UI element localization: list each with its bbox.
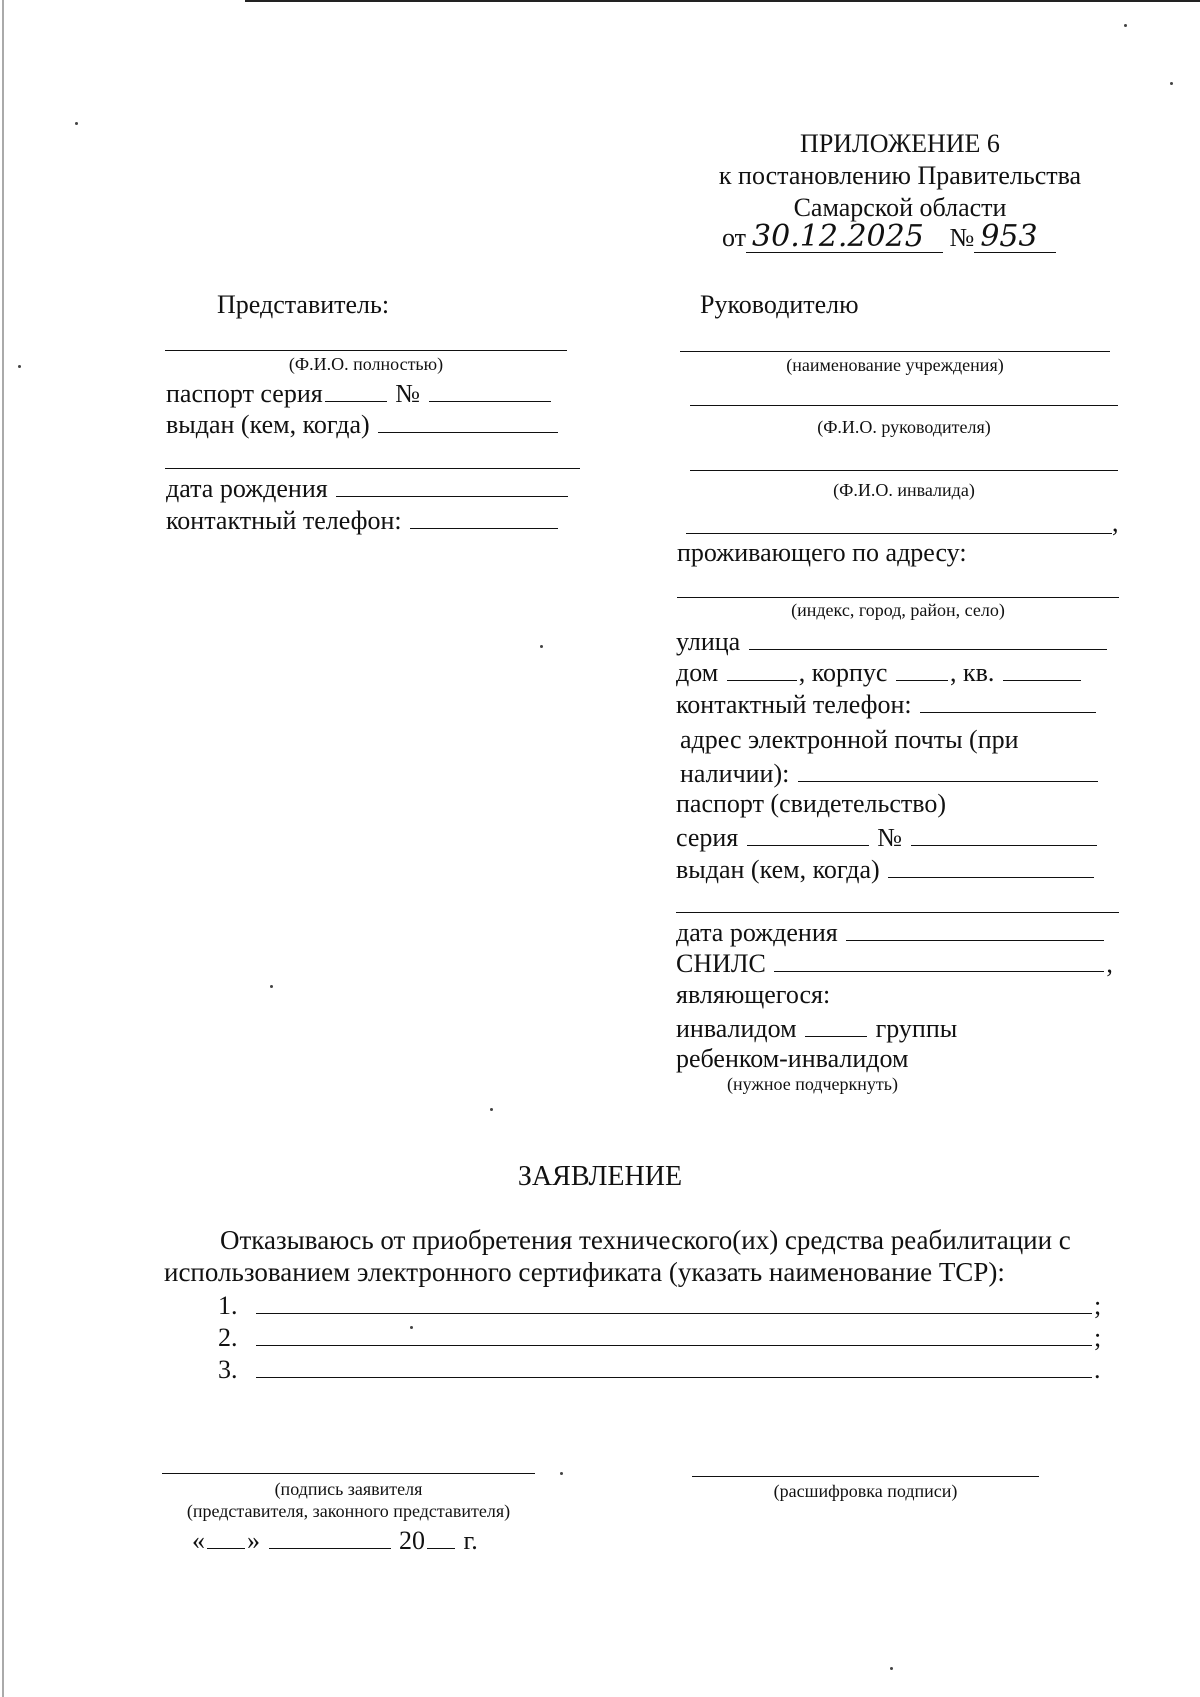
tsr-item-1-field (256, 1289, 1092, 1314)
right-phone-row (676, 688, 1098, 720)
tsr-item-2-end: ; (1094, 1323, 1102, 1352)
email-label-1: адрес электронной почты (при (680, 725, 1019, 754)
group-label: группы (875, 1014, 958, 1043)
house-label: дом (676, 658, 719, 687)
tsr-item-1-end: ; (1094, 1291, 1102, 1320)
date-day-field (207, 1524, 245, 1549)
snils-comma: , (1106, 949, 1113, 978)
decree-number: 953 (974, 222, 1056, 253)
phone-label: контактный телефон: (166, 506, 402, 535)
institution-caption: (наименование учреждения) (786, 355, 1004, 375)
birth-row (166, 472, 570, 504)
scan-top-edge (245, 0, 1200, 2)
right-series-row (676, 821, 1099, 853)
invalid-fio-caption: (Ф.И.О. инвалида) (833, 480, 975, 500)
date-year-field (427, 1524, 455, 1549)
statement-text-line-2: использованием электронного сертификата (указать наименование ТСР): (164, 1257, 1005, 1287)
phone-field (410, 504, 558, 529)
issued-field (378, 408, 558, 433)
group-field (805, 1012, 867, 1037)
decree-date: 30.12.2025 (746, 222, 943, 253)
signature-date-row (192, 1524, 478, 1556)
tsr-item-3-end: . (1094, 1355, 1101, 1384)
decree-line-2: Самарской области (793, 193, 1007, 222)
scan-speck (490, 1108, 493, 1111)
head-fio-line (690, 405, 1118, 406)
scan-speck (890, 1667, 893, 1670)
fio-comma: , (1112, 508, 1119, 537)
scan-speck (410, 1326, 413, 1329)
signature-decode-caption: (расшифровка подписи) (773, 1481, 958, 1501)
date-open-quote: « (192, 1526, 205, 1555)
representative-fio-line (165, 350, 567, 351)
being-label: являющегося: (676, 980, 831, 1009)
scan-speck (540, 645, 543, 648)
scan-speck (270, 985, 273, 988)
passport-series-field (325, 377, 387, 402)
apt-label: , кв. (949, 658, 995, 687)
scan-speck (75, 122, 78, 125)
right-issued-label: выдан (кем, когда) (676, 855, 880, 884)
snils-field (774, 947, 1104, 972)
tsr-item-2-num: 2. (218, 1323, 238, 1352)
signature-caption-2: (представителя, законного представителя) (186, 1501, 511, 1521)
right-phone-label: контактный телефон: (676, 690, 912, 719)
scan-speck (18, 365, 21, 368)
right-issued-field (888, 853, 1094, 878)
snils-row (676, 947, 1113, 979)
right-series-field (747, 821, 869, 846)
issued-row (166, 408, 560, 440)
tsr-item-2-field (256, 1321, 1092, 1346)
decree-line-1: к постановлению Правительства (718, 161, 1082, 190)
number-prefix: № (949, 223, 975, 252)
street-label: улица (676, 627, 741, 656)
scan-speck (1170, 82, 1173, 85)
passport-number-field (429, 377, 551, 402)
tsr-item-3 (218, 1353, 1101, 1385)
passport-series-row (166, 377, 553, 409)
tsr-item-1-num: 1. (218, 1291, 238, 1320)
appendix-title: ПРИЛОЖЕНИЕ 6 (800, 129, 1000, 158)
passport-label: паспорт (свидетельство) (676, 789, 946, 818)
invalid-fio-line (690, 470, 1118, 471)
tsr-item-3-field (256, 1353, 1092, 1378)
right-number-field (911, 821, 1097, 846)
right-issued-row (676, 853, 1096, 885)
right-number-sign: № (877, 823, 903, 852)
statement-title: ЗАЯВЛЕНИЕ (517, 1161, 683, 1192)
representative-fio-caption: (Ф.И.О. полностью) (288, 354, 444, 374)
invalid-label: инвалидом (676, 1014, 797, 1043)
phone-row (166, 504, 560, 536)
right-birth-row (676, 916, 1106, 948)
issued-label: выдан (кем, когда) (166, 410, 370, 439)
signature-caption-1: (подпись заявителя (274, 1479, 423, 1499)
decree-date-line (722, 219, 1056, 254)
underline-caption: (нужное подчеркнуть) (727, 1074, 898, 1094)
tsr-item-1 (218, 1289, 1101, 1321)
email-label-2: наличии): (680, 759, 790, 788)
scan-left-edge (2, 0, 4, 1697)
apt-field (1003, 656, 1081, 681)
date-month-field (269, 1524, 391, 1549)
issued-continuation-line (165, 468, 580, 469)
addressee-title: Руководителю (700, 290, 859, 319)
statement-text-line-1: Отказываюсь от приобретения технического(их) средства реабилитации с (220, 1225, 1071, 1255)
building-label: , корпус (798, 658, 888, 687)
date-prefix: от (722, 223, 747, 252)
building-field (896, 656, 948, 681)
head-fio-caption: (Ф.И.О. руководителя) (817, 417, 991, 437)
right-phone-field (920, 688, 1096, 713)
representative-title: Представитель: (217, 290, 390, 319)
date-close-quote: » (247, 1526, 260, 1555)
scan-speck (560, 1472, 563, 1475)
tsr-item-3-num: 3. (218, 1355, 238, 1384)
address-caption: (индекс, город, район, село) (791, 600, 1005, 620)
email-field (798, 757, 1098, 782)
passport-series-label: паспорт серия (166, 379, 323, 408)
right-birth-label: дата рождения (676, 918, 838, 947)
child-invalid-label: ребенком-инвалидом (676, 1044, 909, 1073)
signature-line (162, 1473, 535, 1474)
address-line (677, 597, 1119, 598)
invalid-fio-continuation-line (686, 533, 1112, 534)
institution-line (680, 351, 1110, 352)
right-issued-continuation-line (676, 912, 1119, 913)
email-row (680, 757, 1100, 789)
street-field (749, 625, 1107, 650)
scan-speck (1124, 24, 1127, 27)
right-birth-field (846, 916, 1104, 941)
tsr-item-2 (218, 1321, 1101, 1353)
house-row (676, 656, 1083, 688)
residing-label: проживающего по адресу: (677, 538, 967, 567)
signature-decode-line (692, 1476, 1039, 1477)
right-series-label: серия (676, 823, 739, 852)
year-suffix: г. (463, 1526, 478, 1555)
year-prefix: 20 (399, 1526, 425, 1555)
passport-number-sign: № (395, 379, 421, 408)
invalid-group-row (676, 1012, 957, 1044)
birth-field (336, 472, 568, 497)
house-field (727, 656, 797, 681)
street-row (676, 625, 1109, 657)
snils-label: СНИЛС (676, 949, 766, 978)
birth-label: дата рождения (166, 474, 328, 503)
